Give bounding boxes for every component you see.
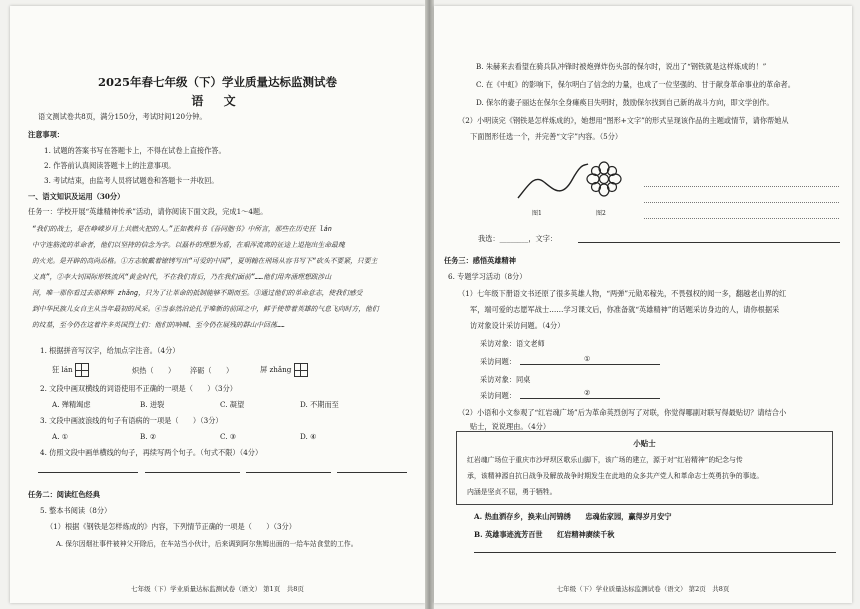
q1-item-3[interactable]: 淬砺（ ） (190, 366, 234, 375)
flower-icon[interactable] (584, 159, 624, 199)
question-4: 4. 仿照文段中画单横线的句子，再续写两个句子。（句式不限）（4分） (40, 448, 263, 457)
couplet-option-b[interactable]: B. 英雄事迹流芳百世 红岩精神赓续千秋 (474, 530, 615, 539)
notice-item-3: 3. 考试结束，由监考人员将试题卷和答题卡一并收回。 (44, 176, 219, 185)
tip-title: 小贴士 (633, 439, 656, 448)
q4-answer-line-2[interactable] (145, 472, 240, 473)
page-fold (425, 0, 434, 609)
question-1: 1. 根据拼音写汉字，给加点字注音。（4分） (40, 346, 180, 355)
wave-line-icon[interactable] (514, 156, 594, 206)
q1-item-2[interactable]: 炽热（ ） (132, 366, 176, 375)
question-5-1: （1）根据《钢铁是怎样炼成的》内容，下列情节正确的一项是（ ）（3分） (46, 522, 296, 531)
interview-marker-2: ② (584, 388, 591, 397)
question-6-2-cont: 贴士，说说理由。（4分） (470, 422, 551, 431)
q3-option-a[interactable]: A. ① (52, 432, 69, 441)
notice-heading: 注意事项： (28, 130, 64, 139)
exam-page-1 (10, 6, 425, 603)
task-2-heading: 任务二：阅读红色经典 (28, 490, 100, 499)
passage-line-6: 到中华民族儿女自主从当年最初的风采。④当泰然泊论扎于唯新的前国之中，鲜于使带着英雄的气息飞向时方，他们 (32, 305, 379, 313)
task-1-heading: 任务一：学校开展“英雄精神传承”活动，请你阅读下面文段，完成1～4题。 (28, 207, 268, 216)
q4-answer-line-1[interactable] (38, 472, 138, 473)
question-3: 3. 文段中画波浪线的句子有语病的一项是（ ）（3分） (40, 416, 223, 425)
question-6-2: （2）小语和小文参观了“红岩魂广场”后为革命英烈创写了对联，你觉得哪副对联写得最贴切？请结合小 (458, 408, 787, 417)
tip-line-2: 承，该精神源自抗日战争及解放战争时期发生在此地的众多共产党人和革命志士英勇抗争的事迹。 (467, 472, 764, 480)
q5-1-option-c[interactable]: C. 在《中虹》的影响下，保尔明白了信念的力量，也成了一位坚强的、甘于献身革命事业的革命者。 (476, 80, 795, 89)
exam-title: 2025年春七年级（下）学业质量达标监测试卷 (97, 75, 337, 89)
passage-line-7: 的坟墓，至今仍在这着许多英国烈士们：他们的呐喊、至今仍在展残的群山中回荡…… (32, 321, 285, 329)
choice-line: 我选：________，文字： (478, 234, 558, 243)
interview-question-2-label: 采访问题： (480, 391, 516, 400)
interview-question-2-line[interactable] (520, 398, 660, 399)
question-5: 5. 整本书阅读（8分） (40, 506, 112, 515)
q2-option-a[interactable]: A. 殚精竭虑 (52, 400, 91, 409)
q2-option-b[interactable]: B. 迸裂 (140, 400, 165, 409)
passage-line-3: 的火光。是开辟的高尚品格。①方志敏戴着镣铐写出“可爱的中国”，夏明翰在刑场从容书写下“砍头不要紧，只要主 (32, 257, 378, 265)
q5-1-option-b[interactable]: B. 朱赫来去看望在骑兵队冲锋时被炮弹炸伤头部的保尔时，说出了“钢铁就是这样炼成的！” (476, 62, 767, 71)
q3-option-c[interactable]: C. ③ (220, 432, 237, 441)
question-6-1-cont: 军，端可爱的志愿军战士……学习课文后，你准备就“英雄精神”的话题采访身边的人，请你根据采 (470, 305, 780, 314)
question-6-1-cont2: 访对象设计采访问题。（4分） (470, 321, 565, 330)
figure-2-label: 图2 (596, 210, 606, 217)
couplet-option-a[interactable]: A. 热血洒存乡，换来山河锦绣 忠魂佑家园，赢得岁月安宁 (474, 512, 672, 521)
q4-answer-line-3[interactable] (246, 472, 331, 473)
page-2-footer: 七年级（下）学业质量达标监测试卷（语文） 第2页 共8页 (556, 585, 730, 593)
q3-option-d[interactable]: D. ④ (300, 432, 317, 441)
interview-marker-1: ① (584, 354, 591, 363)
q4-answer-line-4[interactable] (337, 472, 407, 473)
interview-subject-2: 采访对象：同桌 (480, 375, 531, 384)
passage-line-5: 河，唯一那你看过去那种辉 zhǎng，只为了让革命的抵制能够不期而至。③通过他们的革命意志，使我们感受 (32, 289, 363, 297)
notice-item-1: 1. 试题的答案书写在答题卡上，不得在试卷上直接作答。 (44, 146, 226, 155)
answer-dash-line-1[interactable] (644, 186, 839, 187)
exam-subject: 语 文 (191, 94, 244, 108)
q5-1-option-d[interactable]: D. 保尔的妻子丽达在保尔全身瘫痪目失明时，鼓励保尔找到自己新的战斗方向，即文学创作。 (476, 98, 774, 107)
reason-answer-line[interactable] (474, 552, 836, 553)
exam-page-2 (434, 6, 852, 603)
question-6-1: （1）七年级下册语文书还原了很多英雄人物，“两弹”元勋邓稼先，不畏强权的闻一多，翻越老山界的红 (458, 289, 787, 298)
answer-dash-line-2[interactable] (644, 202, 839, 203)
tip-box (456, 431, 833, 505)
answer-dash-line-3[interactable] (644, 218, 839, 219)
tip-line-3: 内涵是坚贞不屈，勇于牺牲。 (467, 488, 557, 496)
q2-option-d[interactable]: D. 不期而至 (300, 400, 339, 409)
q3-option-b[interactable]: B. ② (140, 432, 157, 441)
passage-line-2: 中守连筋流的革命者，他们以坚持的信念为字。以磊朴的理想为盾，在艰浑流离的征途上退拖出生命最瑰 (32, 241, 345, 249)
figure-1-label: 图1 (532, 210, 542, 217)
interview-question-1-line[interactable] (520, 364, 660, 365)
q1-item-1: 狂 lán (52, 363, 89, 377)
q1-answer-box-2[interactable] (294, 363, 308, 377)
page-1-footer: 七年级（下）学业质量达标监测试卷（语文） 第1页 共8页 (131, 585, 304, 593)
interview-question-1-label: 采访问题： (480, 357, 516, 366)
question-5-2-cont: 下面图形任选一个，并完善“文字”内容。（5分） (470, 132, 623, 141)
question-2: 2. 文段中画双横线的词语使用不正确的一项是（ ）（3分） (40, 384, 237, 393)
interview-subject-1: 采访对象：语文老师 (480, 339, 545, 348)
q1-item-4: 屏 zhǎng (260, 363, 308, 377)
tip-line-1: 红岩魂广场位于重庆市沙坪坝区歌乐山脚下，该广场的建立，源于对“红岩精神”的纪念与传 (467, 456, 743, 464)
question-6: 6. 专题学习活动（8分） (448, 272, 527, 281)
question-5-2: （2）小明读完《钢铁是怎样炼成的》，她想用“图形+文字”的形式呈现该作品的主题或情节，请你帮她从 (458, 116, 789, 125)
q1-answer-box-1[interactable] (75, 363, 89, 377)
notice-item-2: 2. 作答前认真阅读答题卡上的注意事项。 (44, 161, 176, 170)
passage-line-1: “我们的战士，是在峥嵘岁月上共燃火把的人。”正如教科书《吾同胞书》中所言，那些在历史狂 lán (32, 225, 332, 233)
q2-option-c[interactable]: C. 凝望 (220, 400, 245, 409)
task-3-heading: 任务三：感悟英雄精神 (444, 256, 516, 265)
section-1-heading: 一、语文知识及运用（30分） (28, 192, 125, 201)
q5-1-option-a[interactable]: A. 保尔因烟社事件被神父开除后，在车站当小伙计，后来调到阿尔焦姆出面的一给车站食堂的工作。 (56, 540, 358, 548)
choice-text-line[interactable] (578, 242, 840, 243)
exam-info: 语文测试卷共8页，满分150分，考试时间120分钟。 (38, 112, 207, 121)
passage-line-4: 义真”，②李大钊国际形铁流风“黄金时代，不在我们背后，乃在我们面前”……他们用奔涌理想跋涉山 (32, 273, 332, 281)
